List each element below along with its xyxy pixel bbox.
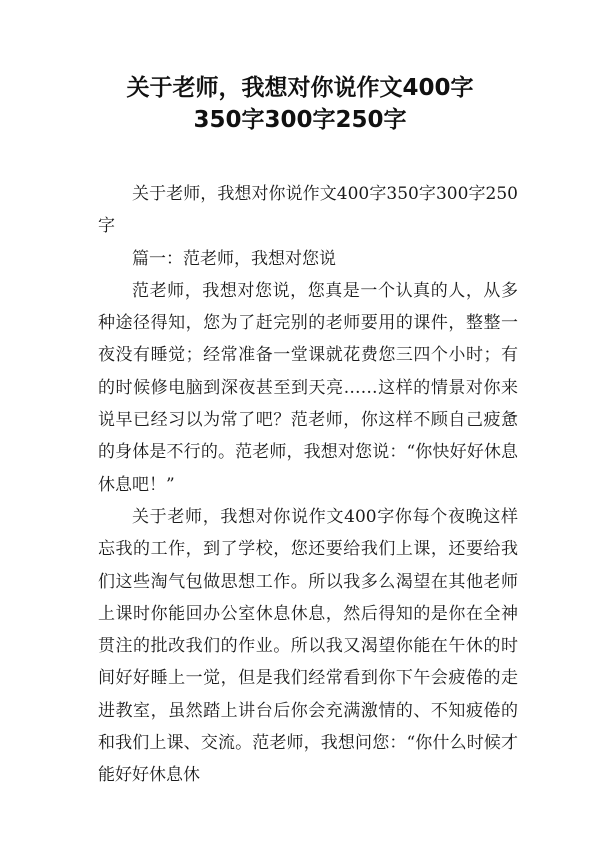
document-body: [98, 178, 518, 792]
title-line-1: 关于老师，我想对你说作文400字: [126, 75, 474, 101]
paragraph-subtitle: 关于老师，我想对你说作文400字350字300字250字: [98, 184, 518, 237]
paragraph-body-2: 关于老师，我想对你说作文400字你每个夜晚这样忘我的工作，到了学校，您还要给我们上课，还要给我们这些淘气包做思想工作。所以我多么渴望在其他老师上课时你能回办公室休息休息，然后得知的是你在全神贯注的批改我们的作业。所以我又渴望你能在午休的时间好好睡上一觉，但是我们经常看到你下午会疲倦的走进教室，虽然踏上讲台后你会充满激情的、不知疲倦的和我们上课、交流。范老师，我想问您：“你什么时候才能好好休息休: [98, 506, 518, 786]
title-line-2: 350字300字250字: [193, 107, 407, 133]
paragraph-section-heading: 篇一：范老师，我想对您说: [132, 248, 336, 269]
document-title: [60, 72, 540, 136]
paragraph-body-1: 范老师，我想对您说，您真是一个认真的人，从多种途径得知，您为了赶完别的老师要用的课件，整整一夜没有睡觉；经常准备一堂课就花费您三四个小时；有的时候修电脑到深夜甚至到天亮……这样的情景对你来说早已经习以为常了吧？范老师，你这样不顾自己疲惫的身体是不行的。范老师，我想对您说：“你快好好休息休息吧！”: [98, 280, 518, 495]
